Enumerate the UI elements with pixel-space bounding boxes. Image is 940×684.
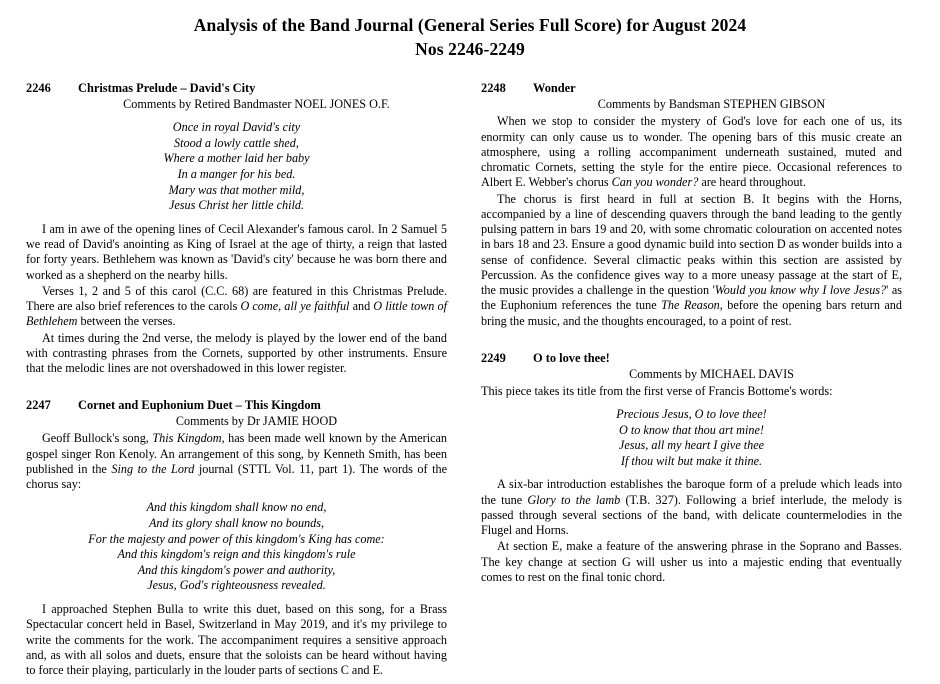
verse-line: O to know that thou art mine! [619, 422, 764, 437]
left-column [26, 81, 447, 684]
entry-2247-intro: Geoff Bullock's song, This Kingdom, has been made well known by the American gospel singer Ron Kenoly. An arrangement of this song, by Kenneth Smith, has been published in the Sing to the Lord journal (STTL Vol. 11, part 1). The words of the chorus say: [26, 431, 447, 492]
entry-2248-paragraph: The chorus is first heard in full at section B. It begins with the Horns, accompanied by a line of descending quavers through the band leading to the gently pulsing pattern in bars 19 and 20, with some chromatic colouration on accented notes in bars 18 and 23. Ensure a good dynamic build into section D as wonder builds into a sense of confidence. Several climactic peaks within this section are assisted by Percussion. As the confidence gives way to a more uneasy passage at the start of E, the music provides a challenge in the question 'Would you know why I love Jesus?' as the Euphonium references the tune The Reason, before the opening bars return and bring the music, and the thoughts encouraged, to a point of rest. [481, 191, 902, 328]
verse-line: Once in royal David's city [172, 120, 301, 135]
entry-2248-number: 2248 [481, 81, 506, 96]
entry-2246 [26, 81, 447, 376]
entry-2249-comments-by: Comments by MICHAEL DAVIS [629, 366, 794, 381]
page-title [26, 14, 914, 61]
two-column-body [26, 81, 914, 684]
entry-2246-verse [26, 120, 447, 214]
right-column [481, 81, 902, 684]
entry-2249-title: O to love thee! [533, 350, 610, 365]
entry-2246-paragraph: At times during the 2nd verse, the melody is played by the lower end of the band with contrasting phrases from the Cornets, supported by other instruments. Ensure that the melodic lines are not overshadowed in this lower register. [26, 330, 447, 376]
entry-2248 [481, 81, 902, 329]
entry-2247-verse [26, 500, 447, 594]
entry-2248-paragraph: When we stop to consider the mystery of God's love for each one of us, its enormity can only cause us to wonder. The opening bars of this music create an atmosphere, using a rolling accompaniment underneath sustained, muted and chromatic Cornets, setting the style for the entire piece. Occasional references to Albert E. Webber's chorus Can you wonder? are heard throughout. [481, 114, 902, 190]
entry-2247-paragraph: I approached Stephen Bulla to write this duet, based on this song, for a Brass Spectacular concert held in Basel, Switzerland in May 2019, and it's my privilege to write the comments for the work. The accompaniment requires a sensitive approach and, as with all solos and duets, ensure that the soloists can be heard without having to force their playing, particularly in the louder parts of sections C and E. [26, 602, 447, 678]
entry-2249-heading [481, 351, 902, 366]
entry-2247-comments-by: Comments by Dr JAMIE HOOD [175, 414, 338, 429]
section-spacer [26, 382, 447, 398]
verse-line: And this kingdom's power and authority, [137, 562, 336, 577]
verse-line: And its glory shall know no bounds, [148, 516, 325, 531]
entry-2246-paragraph: I am in awe of the opening lines of Cecil Alexander's famous carol. In 2 Samuel 5 we read of David's anointing as King of Israel at the age of thirty, a reign that lasted for forty years. Bethlehem was known as 'David's city' because he was born there and worked as a shepherd on the nearby hills. [26, 221, 447, 282]
page-title-line1: Analysis of the Band Journal (General Series Full Score) for August 2024 [193, 15, 747, 35]
verse-line: If thou wilt but make it thine. [620, 453, 763, 468]
entry-2246-number: 2246 [26, 81, 51, 96]
entry-2246-paragraph: Verses 1, 2 and 5 of this carol (C.C. 68) are featured in this Christmas Prelude. There are also brief references to the carols O come, all ye faithful and O little town of Bethlehem between the verses. [26, 283, 447, 329]
entry-2248-heading [481, 81, 902, 96]
verse-line: And this kingdom shall know no end, [146, 500, 327, 515]
verse-line: Jesus Christ her little child. [168, 198, 305, 213]
verse-line: For the majesty and power of this kingdom's King has come: [88, 531, 385, 546]
entry-2246-heading [26, 81, 447, 96]
entry-2249-paragraph: At section E, make a feature of the answering phrase in the Soprano and Basses. The key change at section G will usher us into a majestic ending that eventually comes to rest on the final tonic chord. [481, 539, 902, 584]
entry-2246-title: Christmas Prelude – David's City [78, 81, 256, 96]
verse-line: In a manger for his bed. [177, 167, 296, 182]
entry-2247-heading [26, 398, 447, 413]
entry-2248-title: Wonder [533, 81, 576, 96]
entry-2249-number: 2249 [481, 350, 506, 365]
page-title-line2: Nos 2246-2249 [415, 38, 525, 59]
entry-2247-title: Cornet and Euphonium Duet – This Kingdom [78, 398, 321, 413]
entry-2249-paragraph: A six-bar introduction establishes the baroque form of a prelude which leads into the tune Glory to the lamb (T.B. 327). Following a brief interlude, the melody is passed through several sections of the band, with delicate countermelodies in the Flugel and Horns. [481, 477, 902, 538]
entry-2249 [481, 351, 902, 585]
verse-line: Where a mother laid her baby [163, 151, 310, 166]
verse-line: Mary was that mother mild, [168, 182, 305, 197]
entry-2246-comments-by: Comments by Retired Bandmaster NOEL JONES O.F. [123, 97, 390, 112]
entry-2247 [26, 398, 447, 678]
entry-2247-number: 2247 [26, 398, 51, 413]
section-spacer [481, 335, 902, 351]
verse-line: Precious Jesus, O to love thee! [616, 407, 767, 421]
verse-line: Jesus, all my heart I give thee [618, 438, 765, 453]
verse-line: And this kingdom's reign and this kingdom's rule [117, 547, 356, 562]
entry-2248-comments-by: Comments by Bandsman STEPHEN GIBSON [597, 97, 826, 112]
entry-2249-verse [481, 407, 902, 469]
verse-line: Jesus, God's righteousness revealed. [147, 578, 326, 593]
verse-line: Stood a lowly cattle shed, [174, 135, 299, 150]
entry-2249-intro: This piece takes its title from the first verse of Francis Bottome's words: [481, 383, 833, 398]
